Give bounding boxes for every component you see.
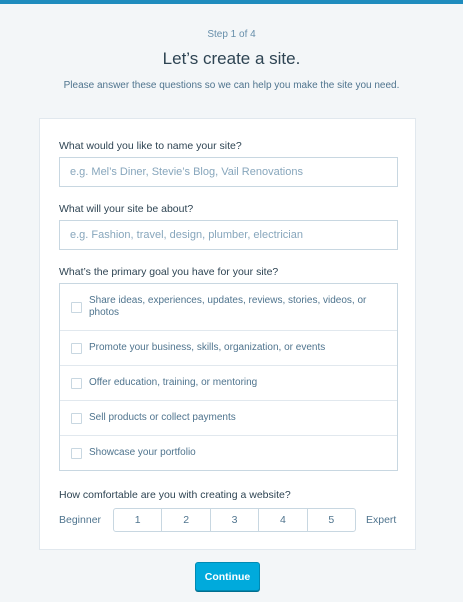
goal-option-label: Share ideas, experiences, updates, reviews, stories, videos, or photos [89,295,367,318]
goal-option-label: Sell products or collect payments [89,412,236,423]
top-progress-bar [0,0,463,4]
site-name-label: What would you like to name your site? [59,140,242,152]
comfort-button-group [113,508,356,532]
goal-options-list [59,283,398,471]
site-questions-card [39,118,416,550]
comfort-label: How comfortable are you with creating a website? [59,489,291,501]
goal-checkbox[interactable] [71,302,82,313]
comfort-scale [59,508,398,532]
goal-checkbox[interactable] [71,378,82,389]
site-goal-label: What’s the primary goal you have for your site? [59,266,279,278]
goal-option-promote[interactable] [60,331,397,366]
site-about-input[interactable] [59,220,398,250]
comfort-max-label: Expert [366,514,397,526]
comfort-option-2[interactable]: 2 [162,509,210,531]
goal-option-share[interactable] [60,284,397,331]
comfort-min-label: Beginner [59,514,102,526]
site-about-label: What will your site be about? [59,203,194,215]
goal-option-label: Showcase your portfolio [89,447,196,458]
comfort-option-5[interactable]: 5 [328,514,335,526]
site-name-input[interactable] [59,157,398,187]
goal-option-portfolio[interactable] [60,436,397,470]
goal-option-label: Offer education, training, or mentoring [89,377,258,388]
page-subtitle: Please answer these questions so we can help you make the site you need. [63,80,400,91]
continue-button[interactable]: Continue [195,562,260,591]
comfort-option-4[interactable]: 4 [259,509,307,531]
goal-checkbox[interactable] [71,448,82,459]
comfort-option-1[interactable]: 1 [114,509,162,531]
goal-option-label: Promote your business, skills, organization, or events [89,342,326,353]
comfort-option-3[interactable]: 3 [211,509,259,531]
goal-checkbox[interactable] [71,413,82,424]
goal-checkbox[interactable] [71,343,82,354]
goal-option-sell[interactable] [60,401,397,436]
step-indicator: Step 1 of 4 [207,29,256,40]
goal-option-educate[interactable] [60,366,397,401]
page-title: Let’s create a site. [162,49,301,68]
